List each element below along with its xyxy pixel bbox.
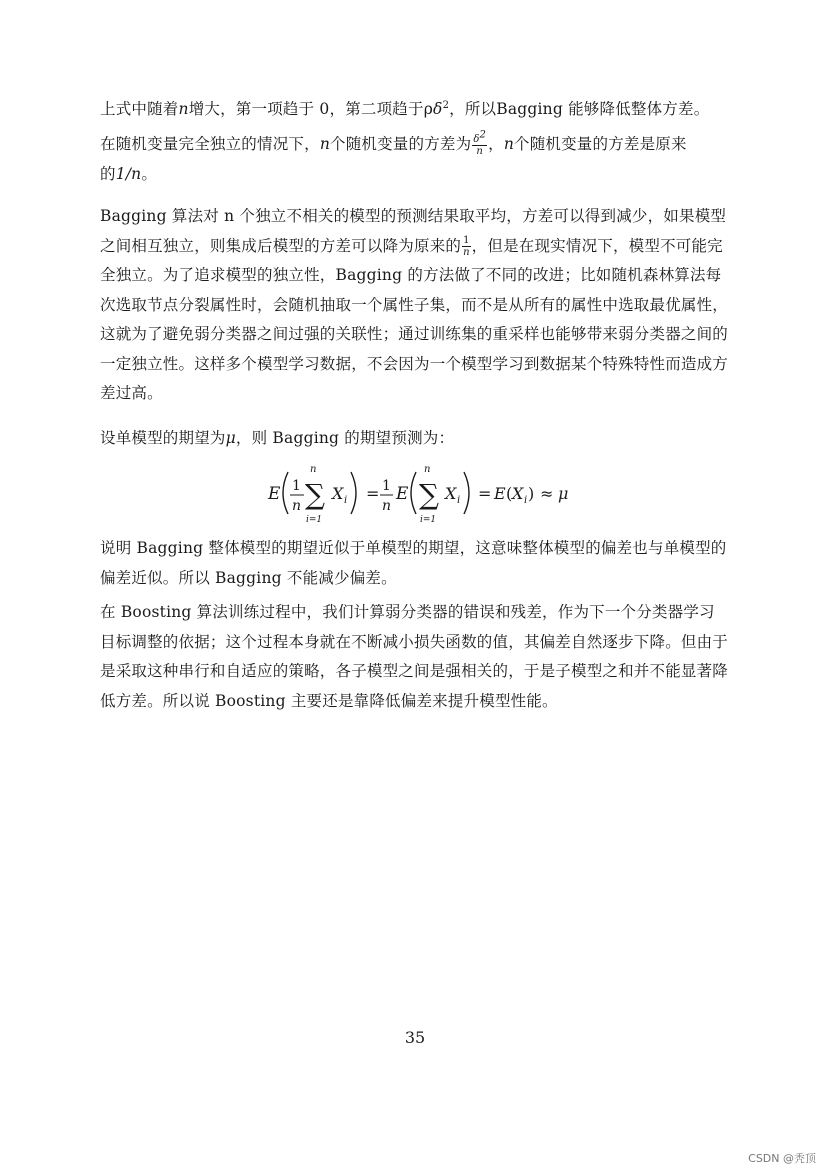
eq-equals-1: = (366, 484, 380, 503)
math-n: n (319, 135, 330, 153)
eq-left-paren-2 (411, 472, 416, 514)
eq-X-3: X (512, 484, 524, 503)
eq-sum-2: ∑ (419, 478, 439, 511)
p2-text-d: 个随机变量的方差是原来 (514, 135, 687, 153)
p3-text-a: Bagging 算法对 n 个独立不相关的模型的预测结果取平均，方差可以得到减少，如果模型之间相互独立，则集成后模型的方差可以降为原来的 (100, 207, 727, 255)
fraction-delta-over-n (472, 129, 487, 157)
paragraph-4 (100, 424, 730, 454)
eq-sum-lower-2: i=1 (420, 515, 437, 525)
page-number: 35 (404, 1028, 426, 1047)
math-square: 2 (442, 99, 450, 111)
math-n: n (463, 247, 470, 258)
p2-text-a: 在随机变量完全独立的情况下， (100, 135, 320, 153)
eq-one: 1 (292, 478, 301, 494)
math-square: 2 (479, 129, 487, 141)
watermark: CSDN @秃顶 (748, 1152, 816, 1165)
math-one-over-n: 1/n (115, 164, 142, 183)
math-n: n (503, 135, 514, 153)
eq-left-paren (283, 472, 288, 514)
math-n: n (178, 100, 189, 118)
eq-sum-upper: n (310, 464, 317, 475)
eq-sum-lower: i=1 (306, 515, 323, 525)
eq-sum: ∑ (305, 478, 325, 511)
p2-text-f: 。 (141, 164, 158, 183)
paragraph-5: 说明 Bagging 整体模型的期望近似于单模型的期望，这意味整体模型的偏差也与单模型的偏差近似。所以 Bagging 不能减少偏差。 (100, 539, 727, 587)
eq-one-2: 1 (382, 478, 391, 494)
eq-sub-i-3: i (524, 495, 528, 506)
fraction-one-over-n (462, 235, 471, 258)
math-mu: μ (225, 429, 236, 447)
eq-sub-i-2: i (457, 495, 461, 506)
math-one: 1 (463, 235, 470, 246)
eq-approx: ≈ (540, 484, 554, 503)
math-delta: δ (473, 133, 480, 145)
p4-text-b: ，则 Bagging 的期望预测为： (235, 429, 455, 447)
p2-text-c: ， (488, 135, 504, 153)
eq-equals-2: = (478, 484, 492, 503)
bagging-expectation-equation (262, 460, 582, 526)
eq-E-3: E (494, 484, 506, 503)
eq-n-2: n (382, 498, 392, 514)
eq-sub-i: i (344, 495, 348, 506)
eq-paren-open: ( (506, 484, 513, 503)
math-n: n (476, 145, 484, 157)
eq-E-2: E (396, 484, 409, 504)
p2-text-e: 的 (100, 164, 116, 183)
eq-right-paren (351, 472, 356, 514)
paragraph-6: 在 Boosting 算法训练过程中，我们计算弱分类器的错误和残差，作为下一个分类器学习目标调整的依据；这个过程本身就在不断减小损失函数的值，其偏差自然逐步下降。但由于是采取这种串行和自适应的策略，各子模型之间是强相关的，于是子模型之和并不能显著降低方差。所以说 Boosting 主要还是靠降低偏差来提升模型性能。 (100, 603, 729, 710)
p1-text-a: 上式中随着 (100, 100, 179, 118)
eq-sum-upper-2: n (424, 464, 431, 475)
eq-paren-close: ) (528, 484, 535, 503)
paragraph-3 (100, 202, 730, 409)
eq-mu: μ (558, 484, 569, 503)
p2-text-b: 个随机变量的方差为 (330, 135, 472, 153)
p1-text-c: ，所以Bagging 能够降低整体方差。 (449, 100, 710, 118)
math-delta: δ (433, 100, 443, 118)
eq-X: X (332, 484, 344, 503)
paragraph-2 (100, 130, 730, 189)
eq-X-2: X (445, 484, 457, 503)
paragraph-1 (100, 95, 730, 125)
p1-text-b: 增大，第一项趋于 0，第二项趋于ρ (188, 100, 434, 118)
p4-text-a: 设单模型的期望为 (100, 429, 226, 447)
eq-n: n (292, 498, 302, 514)
p3-text-b: ，但是在现实情况下，模型不可能完全独立。为了追求模型的独立性，Bagging 的方法做了不同的改进；比如随机森林算法每次选取节点分裂属性时，会随机抽取一个属性子集，而不是从所有的属性中选取最优属性，这就为了避免弱分类器之间过强的关联性；通过训练集的重采样也能够带来弱分类器之间的一定独立性。这样多个模型学习数据，不会因为一个模型学习到数据某个特殊特性而造成方差过高。 (100, 236, 729, 402)
eq-E: E (268, 484, 281, 504)
eq-right-paren-2 (464, 472, 469, 514)
